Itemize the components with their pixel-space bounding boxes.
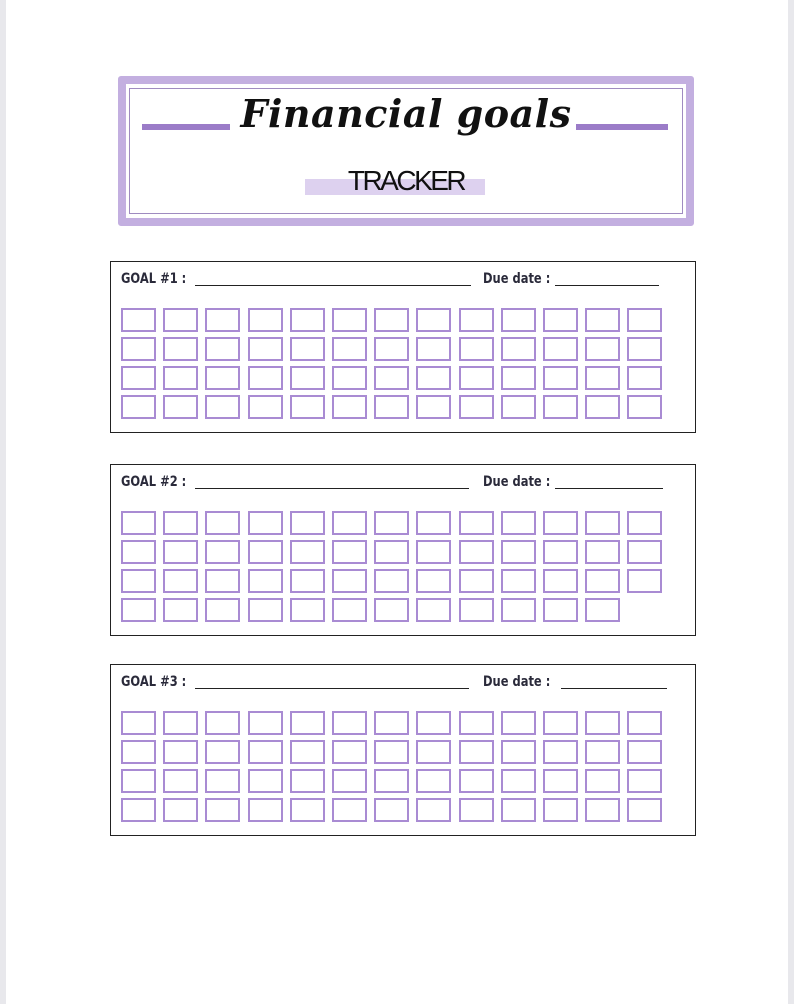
savings-checkbox[interactable] [332, 395, 367, 419]
savings-checkbox[interactable] [332, 308, 367, 332]
due-date-label: Due date : [483, 674, 551, 690]
savings-checkbox[interactable] [248, 511, 283, 535]
goal-name-line[interactable] [195, 488, 469, 489]
savings-checkbox[interactable] [290, 308, 325, 332]
savings-checkbox[interactable] [248, 740, 283, 764]
savings-checkbox[interactable] [163, 798, 198, 822]
savings-checkbox[interactable] [627, 769, 662, 793]
savings-checkbox[interactable] [543, 540, 578, 564]
savings-checkbox[interactable] [121, 569, 156, 593]
savings-checkbox[interactable] [163, 395, 198, 419]
savings-checkbox[interactable] [248, 308, 283, 332]
savings-checkbox[interactable] [416, 395, 451, 419]
goal-name-line[interactable] [195, 285, 471, 286]
savings-checkbox[interactable] [290, 740, 325, 764]
savings-checkbox[interactable] [416, 740, 451, 764]
savings-checkbox[interactable] [543, 798, 578, 822]
planner-page [6, 0, 788, 1004]
savings-checkbox[interactable] [205, 366, 240, 390]
savings-checkbox[interactable] [121, 711, 156, 735]
goal-section-3 [110, 664, 696, 836]
savings-checkbox[interactable] [501, 395, 536, 419]
savings-checkbox[interactable] [163, 598, 198, 622]
savings-checkbox[interactable] [163, 740, 198, 764]
savings-checkbox[interactable] [543, 366, 578, 390]
savings-checkbox[interactable] [585, 711, 620, 735]
due-date-line[interactable] [555, 488, 663, 489]
savings-checkbox[interactable] [248, 366, 283, 390]
savings-checkbox[interactable] [585, 769, 620, 793]
goal-section-1 [110, 261, 696, 433]
savings-checkbox[interactable] [205, 569, 240, 593]
savings-checkbox[interactable] [205, 395, 240, 419]
savings-checkbox[interactable] [501, 308, 536, 332]
savings-checkbox[interactable] [585, 740, 620, 764]
savings-box-grid [121, 308, 669, 424]
savings-checkbox[interactable] [290, 569, 325, 593]
due-date-label: Due date : [483, 271, 551, 287]
savings-checkbox[interactable] [459, 740, 494, 764]
savings-checkbox[interactable] [585, 337, 620, 361]
savings-checkbox[interactable] [459, 569, 494, 593]
savings-checkbox[interactable] [290, 598, 325, 622]
savings-checkbox[interactable] [248, 337, 283, 361]
savings-checkbox[interactable] [627, 511, 662, 535]
savings-checkbox[interactable] [374, 540, 409, 564]
goal-name-line[interactable] [195, 688, 469, 689]
savings-checkbox[interactable] [374, 711, 409, 735]
savings-checkbox[interactable] [374, 740, 409, 764]
savings-checkbox[interactable] [332, 366, 367, 390]
savings-checkbox[interactable] [332, 769, 367, 793]
savings-checkbox[interactable] [290, 395, 325, 419]
savings-checkbox[interactable] [248, 769, 283, 793]
savings-checkbox[interactable] [627, 540, 662, 564]
goal-label: GOAL #2 : [121, 474, 187, 490]
page-subtitle: TRACKER [347, 165, 465, 196]
savings-checkbox[interactable] [416, 769, 451, 793]
savings-checkbox[interactable] [205, 711, 240, 735]
savings-checkbox[interactable] [459, 366, 494, 390]
savings-checkbox[interactable] [374, 511, 409, 535]
savings-box-grid [121, 711, 669, 827]
savings-checkbox[interactable] [121, 308, 156, 332]
savings-checkbox[interactable] [290, 798, 325, 822]
due-date-label: Due date : [483, 474, 551, 490]
savings-checkbox[interactable] [205, 511, 240, 535]
savings-checkbox[interactable] [205, 740, 240, 764]
savings-checkbox[interactable] [374, 598, 409, 622]
savings-checkbox[interactable] [374, 769, 409, 793]
savings-checkbox[interactable] [501, 337, 536, 361]
savings-checkbox[interactable] [290, 540, 325, 564]
savings-checkbox[interactable] [543, 337, 578, 361]
savings-checkbox[interactable] [585, 569, 620, 593]
savings-checkbox[interactable] [374, 308, 409, 332]
savings-checkbox[interactable] [163, 366, 198, 390]
savings-checkbox[interactable] [627, 308, 662, 332]
savings-checkbox[interactable] [332, 511, 367, 535]
savings-checkbox[interactable] [416, 711, 451, 735]
savings-box-grid [121, 511, 669, 627]
savings-checkbox[interactable] [416, 569, 451, 593]
savings-checkbox[interactable] [163, 569, 198, 593]
savings-checkbox[interactable] [543, 395, 578, 419]
savings-checkbox[interactable] [627, 337, 662, 361]
savings-checkbox[interactable] [121, 366, 156, 390]
savings-checkbox[interactable] [248, 540, 283, 564]
savings-checkbox[interactable] [121, 337, 156, 361]
savings-checkbox[interactable] [248, 598, 283, 622]
savings-checkbox[interactable] [543, 711, 578, 735]
savings-checkbox[interactable] [290, 511, 325, 535]
savings-checkbox[interactable] [627, 798, 662, 822]
savings-checkbox[interactable] [374, 366, 409, 390]
savings-checkbox[interactable] [163, 511, 198, 535]
savings-checkbox[interactable] [585, 366, 620, 390]
savings-checkbox[interactable] [163, 540, 198, 564]
savings-checkbox[interactable] [121, 769, 156, 793]
due-date-line[interactable] [561, 688, 667, 689]
savings-checkbox[interactable] [459, 308, 494, 332]
due-date-line[interactable] [555, 285, 659, 286]
savings-checkbox[interactable] [501, 366, 536, 390]
savings-checkbox[interactable] [459, 769, 494, 793]
savings-checkbox[interactable] [501, 711, 536, 735]
savings-checkbox[interactable] [332, 740, 367, 764]
savings-checkbox[interactable] [248, 711, 283, 735]
savings-checkbox[interactable] [205, 337, 240, 361]
savings-checkbox[interactable] [543, 598, 578, 622]
savings-checkbox[interactable] [290, 366, 325, 390]
savings-checkbox[interactable] [332, 798, 367, 822]
savings-checkbox[interactable] [290, 769, 325, 793]
savings-checkbox[interactable] [416, 598, 451, 622]
savings-checkbox[interactable] [501, 511, 536, 535]
savings-checkbox[interactable] [459, 337, 494, 361]
savings-checkbox[interactable] [416, 337, 451, 361]
savings-checkbox[interactable] [248, 395, 283, 419]
savings-checkbox[interactable] [248, 569, 283, 593]
savings-checkbox[interactable] [416, 366, 451, 390]
goal-section-2 [110, 464, 696, 636]
goal-label: GOAL #1 : [121, 271, 187, 287]
savings-checkbox[interactable] [205, 598, 240, 622]
savings-checkbox[interactable] [290, 337, 325, 361]
savings-checkbox[interactable] [332, 337, 367, 361]
savings-checkbox[interactable] [501, 569, 536, 593]
savings-checkbox[interactable] [501, 769, 536, 793]
savings-checkbox[interactable] [205, 540, 240, 564]
savings-checkbox[interactable] [627, 366, 662, 390]
savings-checkbox[interactable] [332, 569, 367, 593]
savings-checkbox[interactable] [585, 308, 620, 332]
savings-checkbox[interactable] [416, 798, 451, 822]
savings-checkbox[interactable] [332, 711, 367, 735]
savings-checkbox[interactable] [332, 540, 367, 564]
savings-checkbox[interactable] [121, 598, 156, 622]
savings-checkbox[interactable] [543, 769, 578, 793]
goal-label: GOAL #3 : [121, 674, 187, 690]
savings-checkbox[interactable] [374, 569, 409, 593]
savings-checkbox[interactable] [163, 337, 198, 361]
savings-checkbox[interactable] [501, 740, 536, 764]
savings-checkbox[interactable] [459, 598, 494, 622]
savings-checkbox[interactable] [205, 798, 240, 822]
savings-checkbox[interactable] [585, 598, 620, 622]
savings-checkbox[interactable] [627, 711, 662, 735]
savings-checkbox[interactable] [543, 740, 578, 764]
savings-checkbox[interactable] [163, 769, 198, 793]
savings-checkbox[interactable] [290, 711, 325, 735]
savings-checkbox[interactable] [585, 540, 620, 564]
savings-checkbox[interactable] [248, 798, 283, 822]
savings-checkbox[interactable] [585, 511, 620, 535]
header-inner-frame [129, 88, 683, 214]
savings-checkbox[interactable] [585, 395, 620, 419]
savings-checkbox[interactable] [459, 798, 494, 822]
savings-checkbox[interactable] [627, 569, 662, 593]
savings-checkbox[interactable] [416, 308, 451, 332]
header-frame [118, 76, 694, 226]
savings-checkbox[interactable] [459, 395, 494, 419]
savings-checkbox[interactable] [205, 308, 240, 332]
savings-checkbox[interactable] [543, 511, 578, 535]
savings-checkbox[interactable] [121, 740, 156, 764]
savings-checkbox[interactable] [121, 511, 156, 535]
savings-checkbox[interactable] [543, 308, 578, 332]
savings-checkbox[interactable] [585, 798, 620, 822]
savings-checkbox[interactable] [627, 740, 662, 764]
savings-checkbox[interactable] [416, 511, 451, 535]
savings-checkbox[interactable] [543, 569, 578, 593]
savings-checkbox[interactable] [121, 395, 156, 419]
savings-checkbox[interactable] [163, 308, 198, 332]
savings-checkbox[interactable] [374, 337, 409, 361]
savings-checkbox[interactable] [374, 395, 409, 419]
savings-checkbox[interactable] [121, 798, 156, 822]
savings-checkbox[interactable] [501, 598, 536, 622]
savings-checkbox[interactable] [332, 598, 367, 622]
savings-checkbox[interactable] [501, 540, 536, 564]
savings-checkbox[interactable] [163, 711, 198, 735]
savings-checkbox[interactable] [501, 798, 536, 822]
savings-checkbox[interactable] [459, 540, 494, 564]
savings-checkbox[interactable] [459, 711, 494, 735]
savings-checkbox[interactable] [205, 769, 240, 793]
savings-checkbox[interactable] [374, 798, 409, 822]
page-title: Financial goals [240, 91, 572, 136]
savings-checkbox[interactable] [121, 540, 156, 564]
savings-checkbox[interactable] [627, 395, 662, 419]
savings-checkbox[interactable] [416, 540, 451, 564]
savings-checkbox[interactable] [459, 511, 494, 535]
